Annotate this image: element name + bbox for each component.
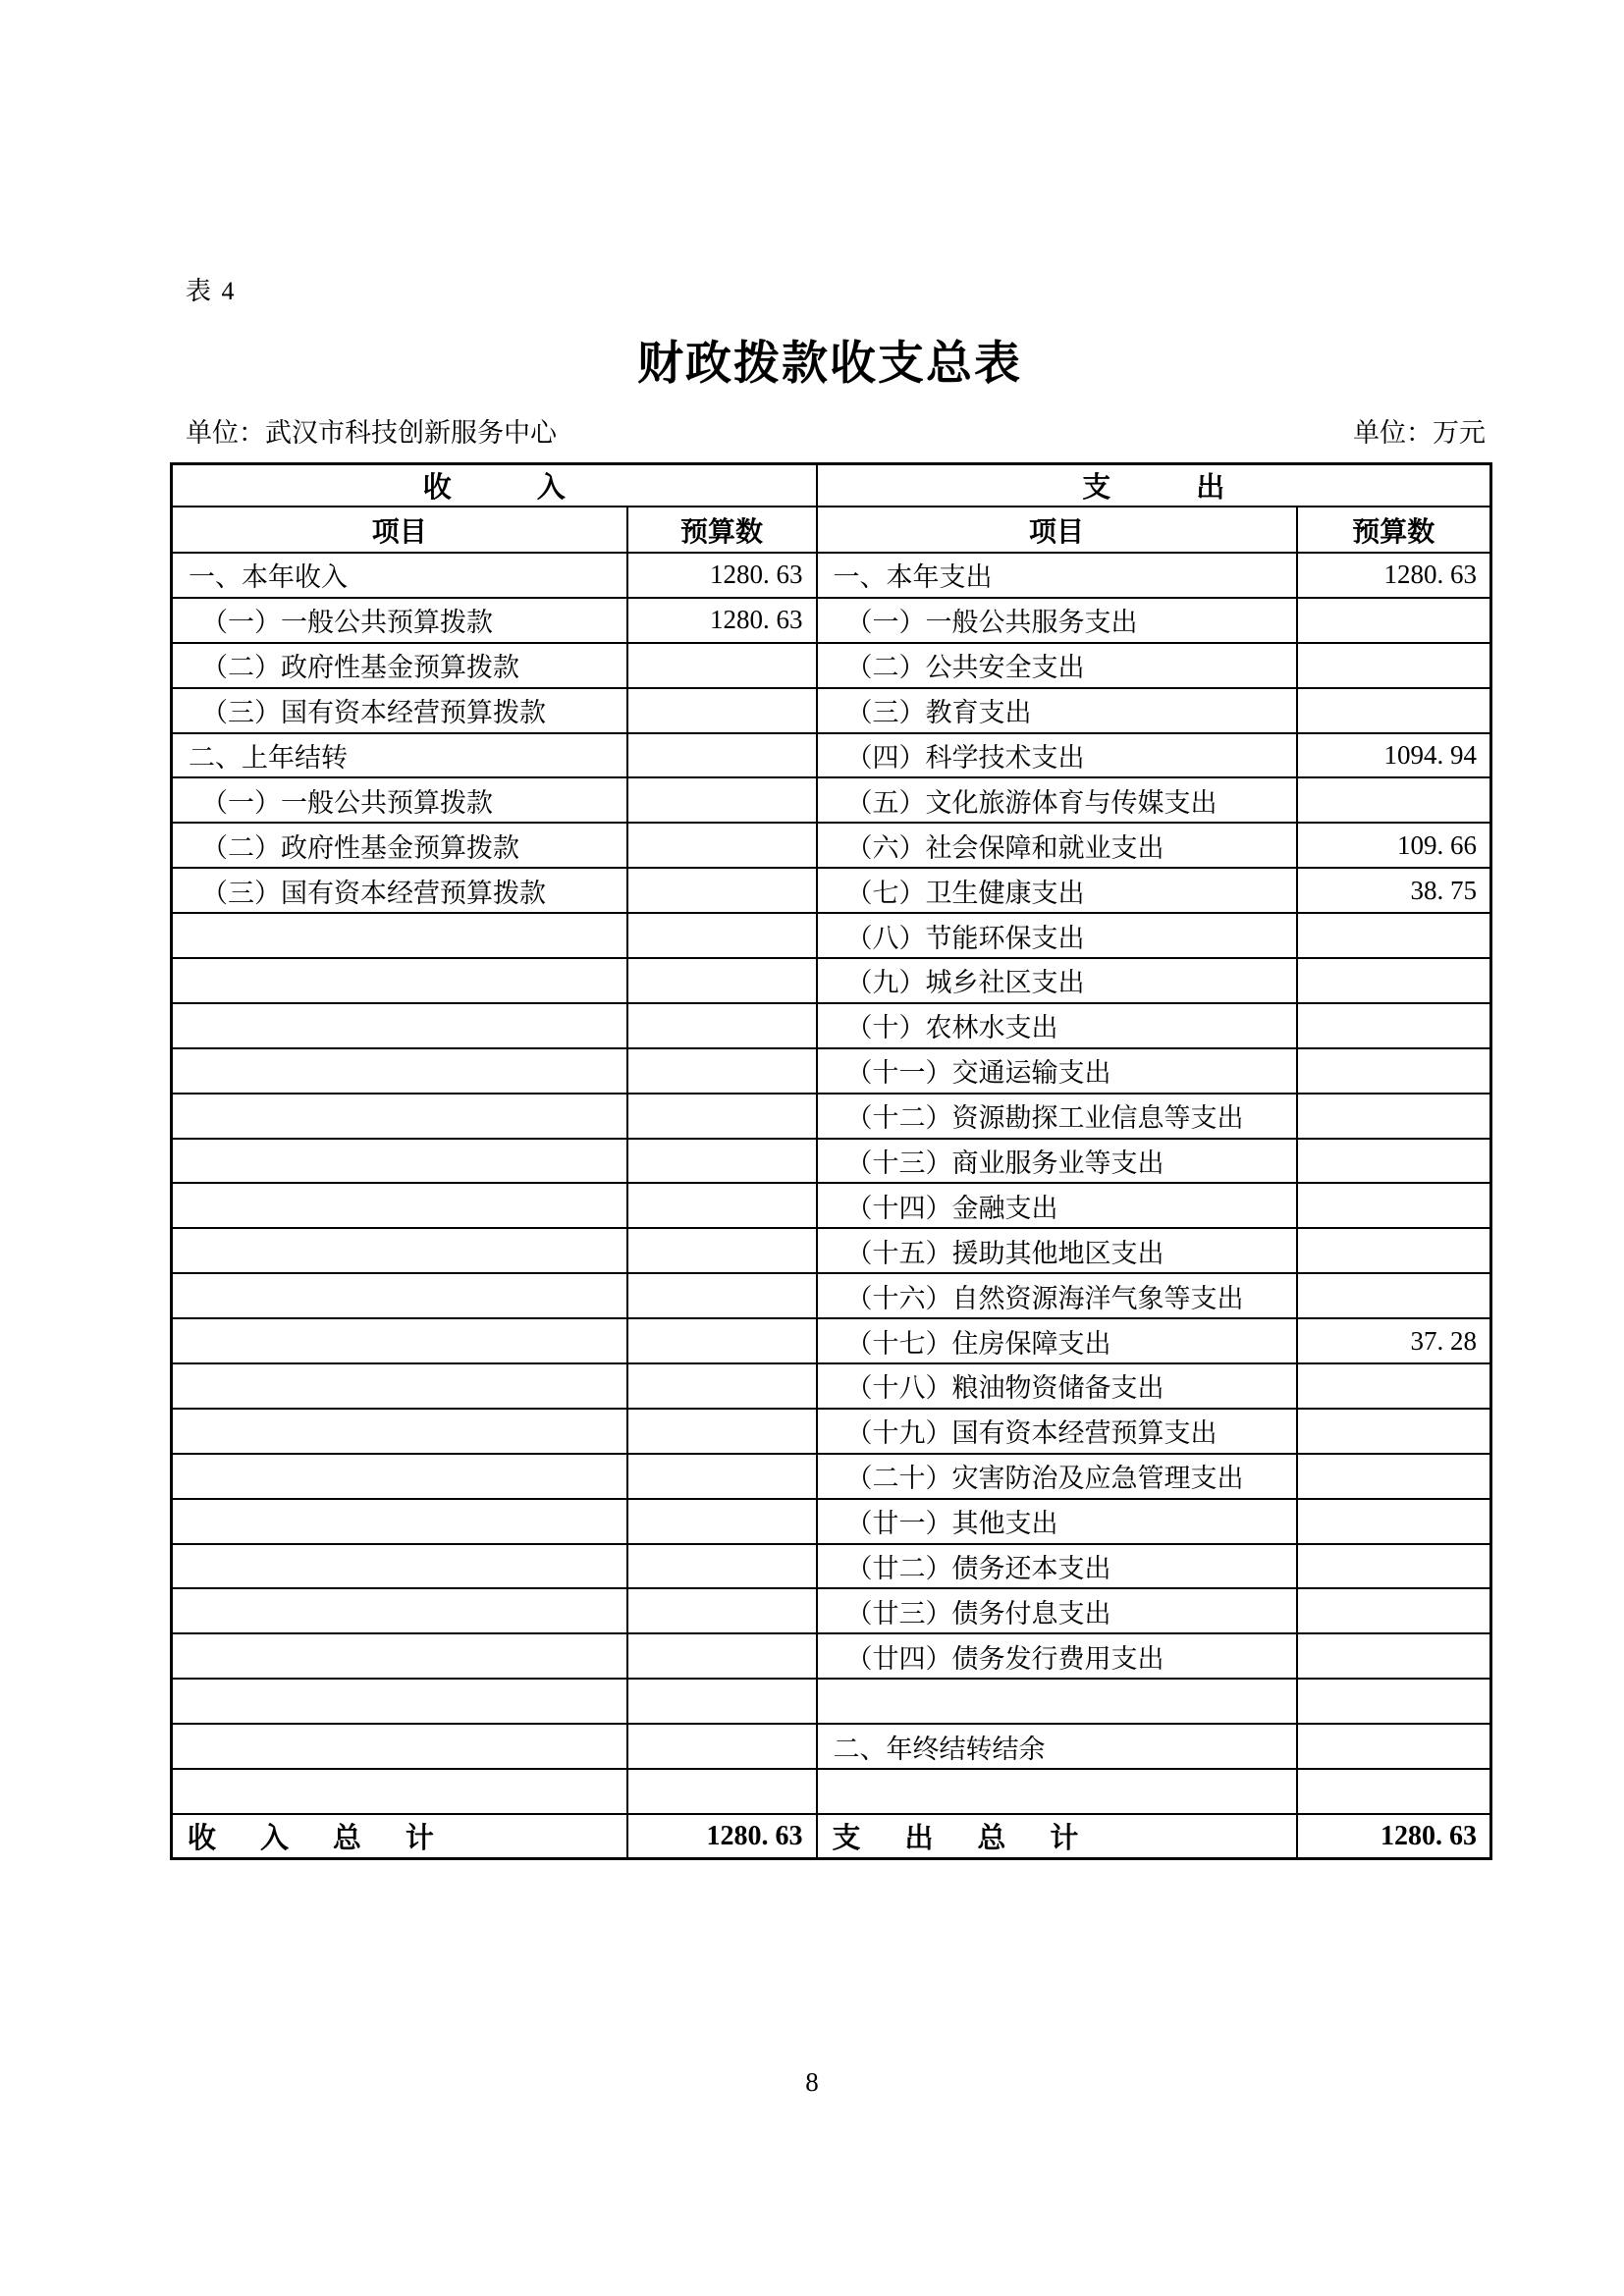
- expense-value-cell: [1297, 1769, 1491, 1814]
- income-item-cell: [172, 958, 627, 1003]
- expense-budget-column-header: 预算数: [1297, 507, 1491, 553]
- income-value-cell: [627, 913, 817, 958]
- expense-group-header: 支 出: [817, 464, 1491, 507]
- income-value-cell: [627, 1409, 817, 1454]
- income-value-cell: [627, 1544, 817, 1589]
- income-item-cell: （二）政府性基金预算拨款: [172, 823, 627, 868]
- expense-value-cell: [1297, 1273, 1491, 1318]
- table-row: [172, 1679, 1491, 1724]
- table-row: [172, 1588, 1491, 1633]
- expense-item-cell: [817, 1679, 1297, 1724]
- income-value-cell: [627, 1094, 817, 1139]
- income-value-cell: [627, 1769, 817, 1814]
- income-item-cell: [172, 1003, 627, 1048]
- table-row: [172, 1499, 1491, 1544]
- income-value-cell: [627, 777, 817, 823]
- income-value-cell: 1280. 63: [627, 553, 817, 598]
- income-value-cell: [627, 1454, 817, 1499]
- income-value-cell: [627, 688, 817, 733]
- income-value-cell: [627, 823, 817, 868]
- expense-value-cell: [1297, 1139, 1491, 1184]
- income-item-cell: [172, 1273, 627, 1318]
- income-value-cell: [627, 1048, 817, 1094]
- income-item-cell: （一）一般公共预算拨款: [172, 777, 627, 823]
- expense-item-cell: （二）公共安全支出: [817, 643, 1297, 688]
- income-value-cell: [627, 1003, 817, 1048]
- income-item-cell: [172, 1139, 627, 1184]
- income-item-cell: [172, 1633, 627, 1679]
- table-row: [172, 868, 1491, 913]
- income-value-cell: [627, 1633, 817, 1679]
- expense-item-cell: 二、年终结转结余: [817, 1724, 1297, 1769]
- income-value-cell: [627, 1679, 817, 1724]
- table-row: [172, 1363, 1491, 1409]
- table-row: [172, 553, 1491, 598]
- column-header-row: [172, 507, 1491, 553]
- income-item-cell: （三）国有资本经营预算拨款: [172, 868, 627, 913]
- expense-value-cell: [1297, 598, 1491, 643]
- table-row: [172, 1454, 1491, 1499]
- income-value-cell: [627, 868, 817, 913]
- income-group-header: 收 入: [172, 464, 817, 507]
- expense-value-cell: [1297, 1633, 1491, 1679]
- table-row: [172, 1769, 1491, 1814]
- table-row: [172, 1003, 1491, 1048]
- expense-value-cell: [1297, 1363, 1491, 1409]
- income-item-cell: （二）政府性基金预算拨款: [172, 643, 627, 688]
- expense-item-cell: （十七）住房保障支出: [817, 1318, 1297, 1363]
- table-row: [172, 1139, 1491, 1184]
- expense-item-cell: （廿一）其他支出: [817, 1499, 1297, 1544]
- table-row: [172, 1094, 1491, 1139]
- income-value-cell: 1280. 63: [627, 598, 817, 643]
- table-row: [172, 1228, 1491, 1273]
- expense-value-cell: [1297, 1544, 1491, 1589]
- income-budget-column-header: 预算数: [627, 507, 817, 553]
- expense-total-value-cell: 1280. 63: [1297, 1814, 1491, 1859]
- expense-item-cell: （十三）商业服务业等支出: [817, 1139, 1297, 1184]
- income-value-cell: [627, 1318, 817, 1363]
- income-item-cell: [172, 1318, 627, 1363]
- table-row: [172, 733, 1491, 778]
- income-value-cell: [627, 643, 817, 688]
- expense-item-cell: 一、本年支出: [817, 553, 1297, 598]
- income-item-cell: （三）国有资本经营预算拨款: [172, 688, 627, 733]
- expense-item-cell: （八）节能环保支出: [817, 913, 1297, 958]
- income-value-cell: [627, 1363, 817, 1409]
- income-item-cell: [172, 1048, 627, 1094]
- table-row: [172, 913, 1491, 958]
- table-row: [172, 598, 1491, 643]
- expense-item-cell: （十六）自然资源海洋气象等支出: [817, 1273, 1297, 1318]
- expense-item-cell: （一）一般公共服务支出: [817, 598, 1297, 643]
- income-item-column-header: 项目: [172, 507, 627, 553]
- expense-value-cell: [1297, 1454, 1491, 1499]
- expense-value-cell: [1297, 1588, 1491, 1633]
- income-item-cell: [172, 1228, 627, 1273]
- expense-item-cell: （九）城乡社区支出: [817, 958, 1297, 1003]
- expense-value-cell: 37. 28: [1297, 1318, 1491, 1363]
- page-number: 8: [805, 2067, 819, 2097]
- table-row: [172, 823, 1491, 868]
- expense-value-cell: [1297, 1003, 1491, 1048]
- expense-value-cell: [1297, 1499, 1491, 1544]
- income-value-cell: [627, 1499, 817, 1544]
- expense-value-cell: 1280. 63: [1297, 553, 1491, 598]
- income-item-cell: [172, 1363, 627, 1409]
- income-item-cell: （一）一般公共预算拨款: [172, 598, 627, 643]
- expense-item-cell: （四）科学技术支出: [817, 733, 1297, 778]
- table-row: [172, 1273, 1491, 1318]
- expense-item-cell: （十九）国有资本经营预算支出: [817, 1409, 1297, 1454]
- income-value-cell: [627, 733, 817, 778]
- expense-item-cell: （廿四）债务发行费用支出: [817, 1633, 1297, 1679]
- expense-item-cell: （五）文化旅游体育与传媒支出: [817, 777, 1297, 823]
- expense-value-cell: 109. 66: [1297, 823, 1491, 868]
- expense-item-cell: （十二）资源勘探工业信息等支出: [817, 1094, 1297, 1139]
- table-row: [172, 1183, 1491, 1228]
- income-value-cell: [627, 1724, 817, 1769]
- table-row: [172, 958, 1491, 1003]
- unit-name-label: 单位：武汉市科技创新服务中心: [186, 418, 557, 448]
- expense-value-cell: [1297, 913, 1491, 958]
- income-item-cell: 二、上年结转: [172, 733, 627, 778]
- expense-total-label-cell: 支出总计: [817, 1814, 1297, 1859]
- expense-value-cell: [1297, 1409, 1491, 1454]
- budget-table: [170, 462, 1492, 1860]
- income-item-cell: [172, 1499, 627, 1544]
- table-row: [172, 1409, 1491, 1454]
- expense-item-cell: [817, 1769, 1297, 1814]
- expense-item-cell: （七）卫生健康支出: [817, 868, 1297, 913]
- expense-item-cell: （六）社会保障和就业支出: [817, 823, 1297, 868]
- expense-value-cell: [1297, 1228, 1491, 1273]
- expense-value-cell: [1297, 643, 1491, 688]
- expense-value-cell: [1297, 1679, 1491, 1724]
- income-item-cell: 一、本年收入: [172, 553, 627, 598]
- expense-value-cell: [1297, 688, 1491, 733]
- expense-value-cell: 1094. 94: [1297, 733, 1491, 778]
- table-row: [172, 1544, 1491, 1589]
- expense-value-cell: [1297, 777, 1491, 823]
- table-row: [172, 688, 1491, 733]
- expense-value-cell: [1297, 1094, 1491, 1139]
- income-value-cell: [627, 1139, 817, 1184]
- expense-value-cell: 38. 75: [1297, 868, 1491, 913]
- income-value-cell: [627, 1273, 817, 1318]
- income-item-cell: [172, 1094, 627, 1139]
- income-total-value-cell: 1280. 63: [627, 1814, 817, 1859]
- expense-item-cell: （廿三）债务付息支出: [817, 1588, 1297, 1633]
- total-row: [172, 1814, 1491, 1859]
- income-value-cell: [627, 1228, 817, 1273]
- table-row: [172, 1633, 1491, 1679]
- expense-value-cell: [1297, 958, 1491, 1003]
- income-value-cell: [627, 1183, 817, 1228]
- table-row: [172, 1724, 1491, 1769]
- expense-value-cell: [1297, 1724, 1491, 1769]
- income-item-cell: [172, 1588, 627, 1633]
- expense-item-cell: （十五）援助其他地区支出: [817, 1228, 1297, 1273]
- unit-currency-label: 单位：万元: [1353, 418, 1486, 448]
- income-item-cell: [172, 1724, 627, 1769]
- income-total-label-cell: 收入总计: [172, 1814, 627, 1859]
- unit-line: [186, 411, 1486, 450]
- expense-item-cell: （十）农林水支出: [817, 1003, 1297, 1048]
- income-item-cell: [172, 1409, 627, 1454]
- table-row: [172, 777, 1491, 823]
- expense-item-cell: （十四）金融支出: [817, 1183, 1297, 1228]
- expense-item-cell: （十八）粮油物资储备支出: [817, 1363, 1297, 1409]
- group-header-row: [172, 464, 1491, 507]
- expense-item-column-header: 项目: [817, 507, 1297, 553]
- income-item-cell: [172, 1454, 627, 1499]
- expense-item-cell: （廿二）债务还本支出: [817, 1544, 1297, 1589]
- table-row: [172, 1048, 1491, 1094]
- expense-item-cell: （二十）灾害防治及应急管理支出: [817, 1454, 1297, 1499]
- expense-value-cell: [1297, 1048, 1491, 1094]
- income-item-cell: [172, 1769, 627, 1814]
- expense-value-cell: [1297, 1183, 1491, 1228]
- income-value-cell: [627, 958, 817, 1003]
- income-item-cell: [172, 1544, 627, 1589]
- income-value-cell: [627, 1588, 817, 1633]
- table-row: [172, 1318, 1491, 1363]
- page-title: 财政拨款收支总表: [637, 339, 1022, 390]
- income-item-cell: [172, 1183, 627, 1228]
- expense-item-cell: （三）教育支出: [817, 688, 1297, 733]
- table-body: [172, 553, 1491, 1859]
- income-item-cell: [172, 913, 627, 958]
- table-row: [172, 643, 1491, 688]
- table-number-label: 表 4: [186, 277, 237, 305]
- income-item-cell: [172, 1679, 627, 1724]
- expense-item-cell: （十一）交通运输支出: [817, 1048, 1297, 1094]
